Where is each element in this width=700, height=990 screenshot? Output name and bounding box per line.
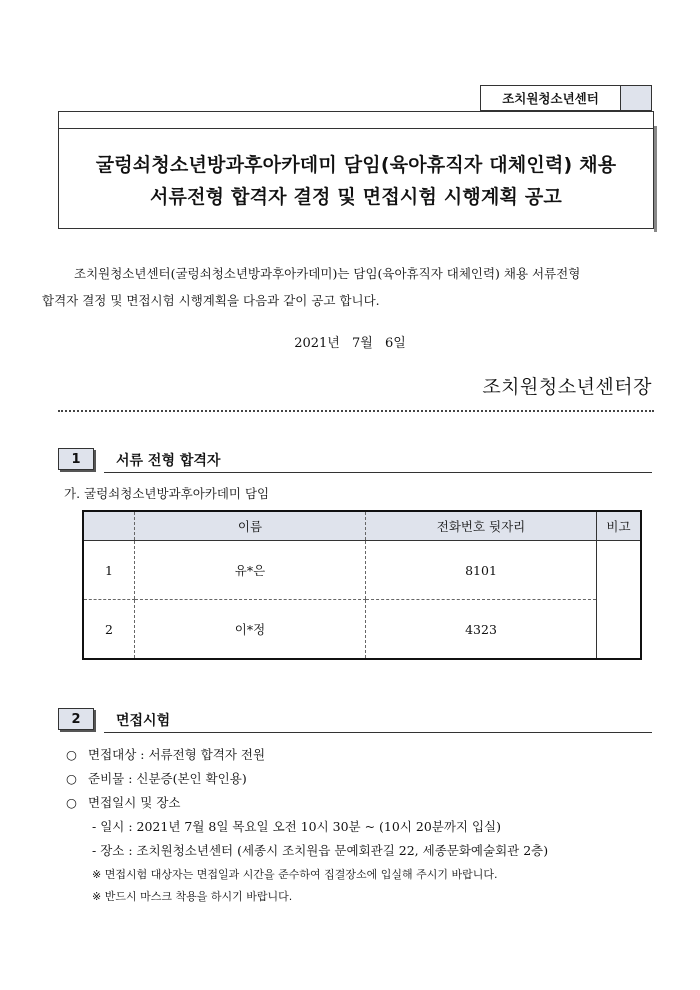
intro-line-1: 조치원청소년센터(굴렁쇠청소년방과후아카데미)는 담임(육아휴직자 대체인력) 채용 서류전형: [74, 266, 581, 281]
header-name: 이름: [135, 511, 366, 541]
section-1-number: 1: [58, 448, 94, 470]
item-text: 면접대상 : 서류전형 합격자 전원: [88, 747, 266, 762]
header-note: 비고: [597, 511, 642, 541]
row-note: [597, 541, 642, 660]
title-top-strip: [59, 112, 653, 129]
row-no: 2: [83, 600, 135, 660]
list-item: [66, 769, 247, 787]
org-tag-box: [480, 85, 652, 111]
item-text: 준비물 : 신분증(본인 확인용): [88, 771, 247, 786]
row-no: 1: [83, 541, 135, 600]
dotted-divider: [58, 410, 654, 412]
announcement-date: 2021년 7월 6일: [294, 336, 406, 351]
note-2: ※ 반드시 마스크 착용을 하시기 바랍니다.: [92, 890, 293, 903]
table-row: [83, 600, 641, 660]
table-row: [83, 541, 641, 600]
row-name: 이*정: [135, 600, 366, 660]
bullet-icon: ○: [66, 747, 77, 762]
org-tag-label: 조치원청소년센터: [502, 91, 599, 106]
title-shadow: [654, 126, 657, 232]
section-1-rule: [104, 472, 652, 473]
table-header-row: [83, 511, 641, 541]
row-phone: 8101: [366, 541, 597, 600]
bullet-icon: ○: [66, 771, 77, 786]
title-box: [58, 111, 654, 229]
section-2-title: 면접시험: [116, 713, 171, 729]
org-tag-shade: [620, 86, 651, 110]
bullet-icon: ○: [66, 795, 77, 810]
section-1-subtitle: 가. 굴렁쇠청소년방과후아카데미 담임: [64, 486, 270, 501]
title-line-2: 서류전형 합격자 결정 및 면접시험 시행계획 공고: [150, 186, 562, 208]
intro-line-2: 합격자 결정 및 면접시험 시행계획을 다음과 같이 공고 합니다.: [42, 293, 380, 308]
section-2-number: 2: [58, 708, 94, 730]
item-text: 면접일시 및 장소: [88, 795, 181, 810]
section-2-rule: [104, 732, 652, 733]
row-name: 유*은: [135, 541, 366, 600]
detail-schedule: - 일시 : 2021년 7월 8일 목요일 오전 10시 30분 ~ (10시 20분까지 입실): [92, 819, 502, 834]
detail-location: - 장소 : 조치원청소년센터 (세종시 조치원읍 문예회관길 22, 세종문화예술회관 2층): [92, 843, 549, 858]
header-phone: 전화번호 뒷자리: [366, 511, 597, 541]
passers-table: [82, 510, 642, 660]
intro-paragraph: [42, 260, 658, 314]
signer: 조치원청소년센터장: [482, 376, 652, 398]
note-1: ※ 면접시험 대상자는 면접일과 시간을 준수하여 집결장소에 입실해 주시기 바랍니다.: [92, 868, 498, 881]
list-item: [66, 793, 180, 811]
section-1-title: 서류 전형 합격자: [116, 453, 221, 469]
title-line-1: 굴렁쇠청소년방과후아카데미 담임(육아휴직자 대체인력) 채용: [95, 154, 617, 176]
list-item: [66, 745, 265, 763]
row-phone: 4323: [366, 600, 597, 660]
header-no: [83, 511, 135, 541]
